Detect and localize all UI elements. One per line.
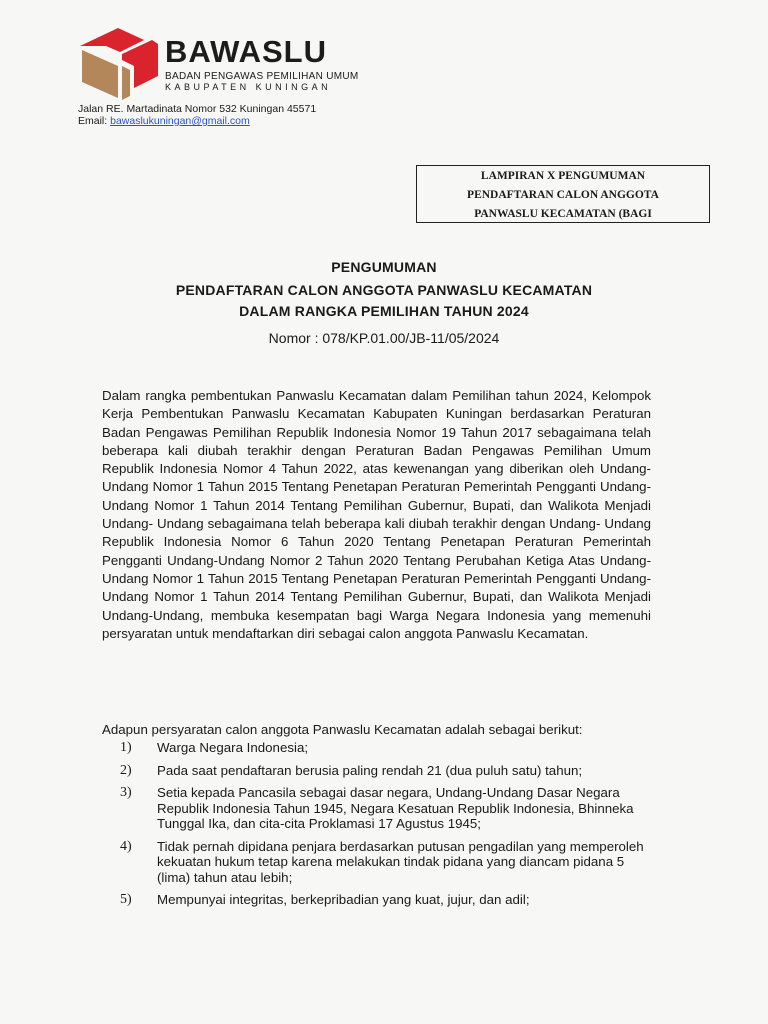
list-text: Mempunyai integritas, berkepribadian yang kuat, jujur, dan adil; — [157, 892, 530, 907]
list-item — [120, 740, 660, 756]
list-number: 4) — [120, 838, 132, 854]
list-text: Setia kepada Pancasila sebagai dasar negara, Undang-Undang Dasar Negara Republik Indonesia Tahun 1945, Negara Kesatuan Republik Indonesia, Bhinneka Tunggal Ika, dan cita-cita Proklamasi 17 Agustus 1945; — [157, 785, 634, 831]
bawaslu-logo — [78, 26, 162, 100]
list-number: 1) — [120, 740, 132, 755]
body-paragraph: Dalam rangka pembentukan Panwaslu Kecamatan dalam Pemilihan tahun 2024, Kelompok Kerja Pembentukan Panwaslu Kecamatan Kabupaten Kuningan berdasarkan Peraturan Badan Pengawas Pemilihan Republik Indonesia Nomor 19 Tahun 2017 sebagaimana telah beberapa kali diubah terakhir dengan Peraturan Badan Pengawas Pemilihan Umum Republik Indonesia Nomor 4 Tahun 2022, atas kewenangan yang diberikan oleh Undang-Undang Nomor 1 Tahun 2015 Tentang Penetapan Peraturan Pemerintah Pengganti Undang-Undang Nomor 1 Tahun 2014 Tentang Pemilihan Gubernur, Bupati, dan Walikota Menjadi Undang- Undang sebagaimana telah beberapa kali diubah terakhir dengan Undang- Undang Republik Indonesia Nomor 6 Tahun 2020 Tentang Penetapan Peraturan Pemerintah Pengganti Undang-Undang Nomor 2 Tahun 2020 Tentang Perubahan Ketiga Atas Undang-Undang Nomor 1 Tahun 2015 Tentang Penetapan Peraturan Pemerintah Pengganti Undang-Undang Nomor 1 Tahun 2014 Tentang Pemilihan Gubernur, Bupati, dan Walikota Menjadi Undang-Undang, membuka kesempatan bagi Warga Negara Indonesia yang memenuhi persyaratan untuk mendaftarkan diri sebagai calon anggota Panwaslu Kecamatan. — [102, 388, 651, 641]
letterhead-address-block — [78, 103, 316, 127]
brand-regency: KABUPATEN KUNINGAN — [165, 82, 332, 92]
address: Jalan RE. Martadinata Nomor 532 Kuningan 45571 — [78, 103, 317, 115]
attachment-box — [416, 165, 710, 223]
doc-title: PENGUMUMAN — [331, 259, 437, 275]
doc-number: Nomor : 078/KP.01.00/JB-11/05/2024 — [268, 330, 500, 346]
list-item — [120, 892, 660, 908]
list-text: Tidak pernah dipidana penjara berdasarkan putusan pengadilan yang memperoleh kekuatan hukum tetap karena melakukan tindak pidana yang diancam pidana 5 (lima) tahun atau lebih; — [157, 838, 644, 885]
attachment-line-3: PANWASLU KECAMATAN (BAGI — [474, 208, 652, 220]
doc-subtitle-1: PENDAFTARAN CALON ANGGOTA PANWASLU KECAMATAN — [175, 282, 593, 298]
doc-subtitle-2: DALAM RANGKA PEMILIHAN TAHUN 2024 — [239, 303, 529, 319]
email-label: Email: — [78, 115, 108, 127]
list-item — [120, 839, 660, 886]
brand-name: BAWASLU — [165, 34, 327, 69]
requirements-list — [120, 740, 660, 915]
brand-subtitle: BADAN PENGAWAS PEMILIHAN UMUM — [165, 71, 359, 82]
list-number: 5) — [120, 892, 132, 907]
list-item — [120, 763, 660, 779]
list-number: 2) — [120, 762, 132, 778]
attachment-line-1: LAMPIRAN X PENGUMUMAN — [480, 170, 646, 182]
list-item — [120, 785, 660, 832]
attachment-line-2: PENDAFTARAN CALON ANGGOTA — [467, 189, 659, 201]
list-number: 3) — [120, 785, 132, 800]
list-text: Pada saat pendaftaran berusia paling rendah 21 (dua puluh satu) tahun; — [157, 762, 583, 778]
requirements-intro: Adapun persyaratan calon anggota Panwaslu Kecamatan adalah sebagai berikut: — [102, 722, 583, 737]
list-text: Warga Negara Indonesia; — [157, 740, 309, 755]
email-row — [78, 115, 316, 127]
email-link[interactable]: bawaslukuningan@gmail.com — [110, 115, 250, 127]
